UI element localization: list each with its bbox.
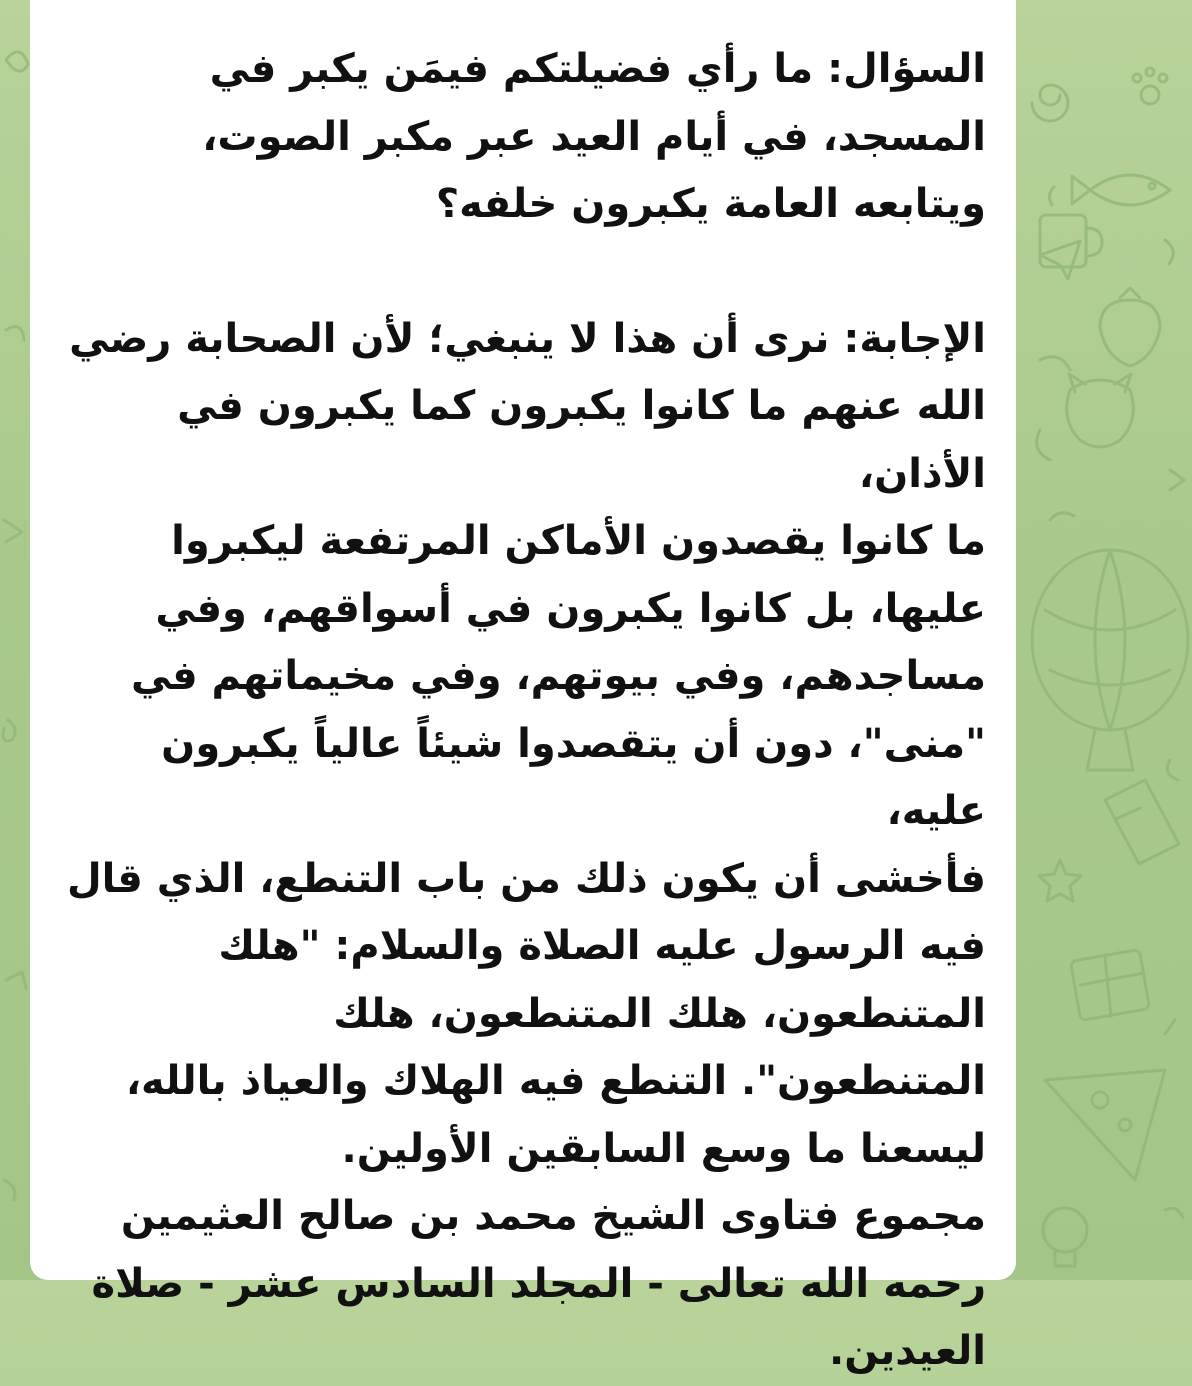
spiral-icon xyxy=(1032,85,1068,121)
flashlight-icon xyxy=(1105,780,1179,864)
text-line: السؤال: ما رأي فضيلتكم فيمَن يكبر في xyxy=(209,46,986,92)
text-line: ويتابعه العامة يكبرون خلفه؟ xyxy=(435,181,986,227)
balloon-icon xyxy=(1032,550,1188,770)
paragraph-spacer xyxy=(64,239,986,306)
strawberry-icon xyxy=(1100,288,1160,366)
text-line: ليسعنا ما وسع السابقين الأولين. xyxy=(341,1125,986,1172)
text-line: فأخشى أن يكون ذلك من باب التنطع، الذي قال xyxy=(66,855,986,902)
text-line: العيدين. xyxy=(829,1328,986,1374)
gift-icon xyxy=(1070,949,1149,1020)
fish-icon xyxy=(1072,175,1170,205)
text-line: المتنطعون، هلك المتنطعون، هلك xyxy=(333,990,986,1037)
text-line: الإجابة: نرى أن هذا لا ينبغي؛ لأن الصحابة رضي xyxy=(69,315,986,362)
pizza-icon xyxy=(1045,1070,1165,1180)
question-paragraph xyxy=(64,36,986,239)
source-paragraph xyxy=(64,1183,986,1386)
text-line: المسجد، في أيام العيد عبر مكبر الصوت، xyxy=(202,113,986,160)
lightbulb-icon xyxy=(1043,1208,1087,1266)
text-line: ما كانوا يقصدون الأماكن المرتفعة ليكبروا xyxy=(171,518,986,564)
leaf-icon xyxy=(3,52,28,1200)
text-line: المتنطعون". التنطع فيه الهلاك والعياذ بالله، xyxy=(125,1058,986,1104)
text-line: مساجدهم، وفي بيوتهم، وفي مخيماتهم في xyxy=(130,653,986,699)
text-line: رحمه الله تعالى - المجلد السادس عشر - صلاة xyxy=(91,1260,986,1307)
star-icon xyxy=(1039,860,1081,901)
text-line: عليها، بل كانوا يكبرون في أسواقهم، وفي xyxy=(155,585,986,632)
answer-paragraph xyxy=(64,306,986,1184)
message-bubble[interactable] xyxy=(30,0,1016,1374)
cat-icon xyxy=(1037,357,1134,460)
paw-icon xyxy=(1133,68,1167,104)
text-line: فيه الرسول عليه الصلاة والسلام: "هلك xyxy=(218,923,986,969)
paper-plane-icon xyxy=(1040,241,1080,279)
text-line: الله عنهم ما كانوا يكبرون كما يكبرون في الأذان، xyxy=(177,383,986,497)
text-line: "منى"، دون أن يتقصدوا شيئاً عالياً يكبرون عليه، xyxy=(161,720,986,834)
text-line: مجموع فتاوى الشيخ محمد بن صالح العثيمين xyxy=(120,1193,986,1239)
message-text xyxy=(64,36,986,1386)
